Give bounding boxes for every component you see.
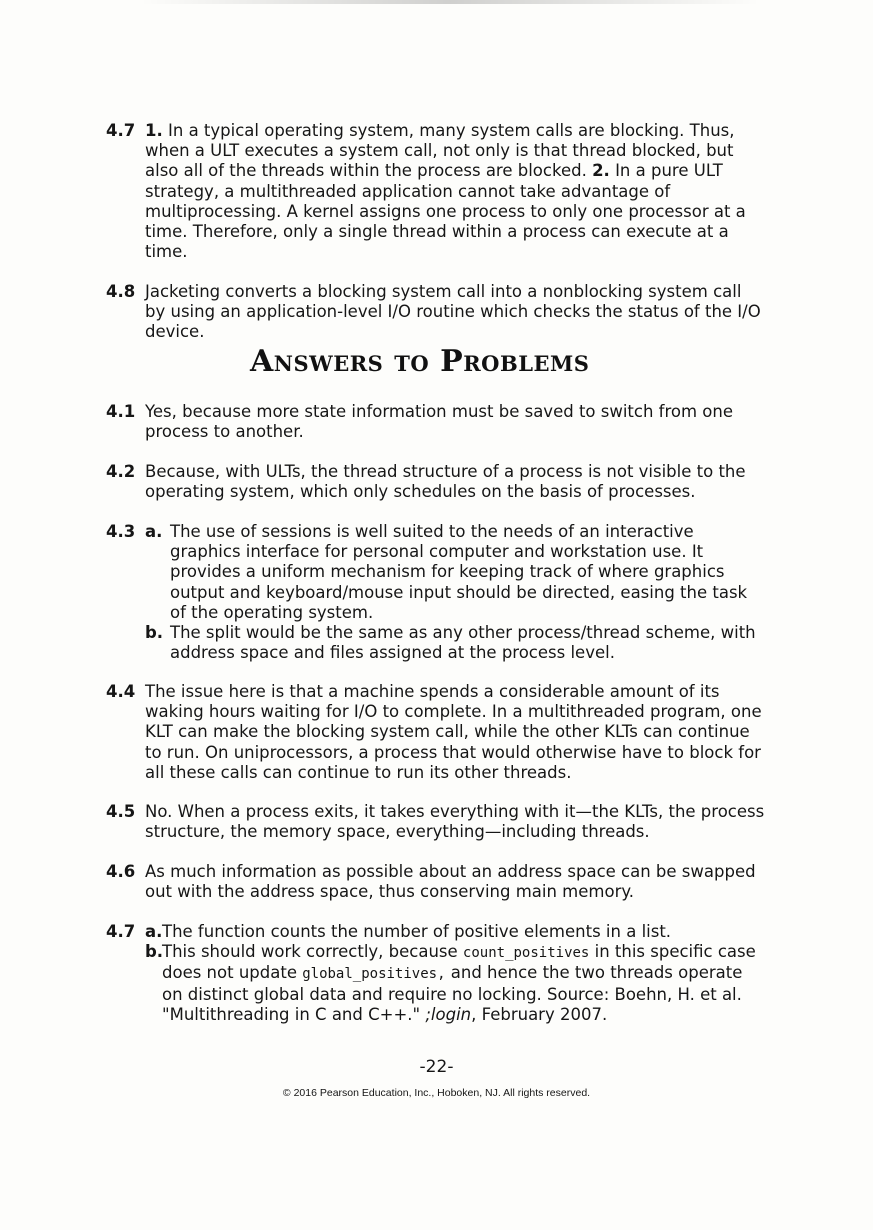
question-4-7 bbox=[106, 121, 766, 262]
problem-4-6 bbox=[106, 862, 766, 902]
page-number: -22- bbox=[419, 1057, 454, 1077]
problem-4-7 bbox=[106, 922, 766, 1025]
sub-label: a. bbox=[145, 522, 163, 541]
sub-label: a. bbox=[145, 922, 163, 941]
problem-4-4 bbox=[106, 682, 766, 783]
copyright-notice: © 2016 Pearson Education, Inc., Hoboken, NJ. All rights reserved. bbox=[282, 1087, 591, 1099]
point-label: 2. bbox=[592, 161, 610, 181]
point-label: 1. bbox=[145, 121, 163, 140]
question-answer bbox=[145, 121, 766, 262]
sub-text bbox=[162, 942, 766, 1025]
problem-number: 4.4 bbox=[106, 682, 136, 701]
problem-number: 4.5 bbox=[106, 802, 136, 821]
question-number: 4.8 bbox=[106, 282, 136, 301]
problem-answer: The issue here is that a machine spends a considerable amount of its waking hours waiting for I/O to complete. In a multithreaded program, one KLT can make the blocking system call, while the other KLTs can continue to run. On uniprocessors, a process that would otherwise have to block for all these calls can continue to run its other threads. bbox=[145, 682, 762, 782]
problem-number: 4.2 bbox=[106, 462, 136, 481]
sub-label: b. bbox=[145, 942, 164, 962]
problem-4-2 bbox=[106, 462, 766, 502]
sub-text: The use of sessions is well suited to the needs of an interactive graphics interface for personal computer and workstation use. It provides a uniform mechanism for keeping track of where graphics output and keyboard/mouse input should be directed, easing the task of the operating system. bbox=[170, 522, 748, 622]
question-4-8 bbox=[106, 282, 766, 343]
problem-number: 4.3 bbox=[106, 522, 136, 541]
text-run: , February 2007. bbox=[471, 1004, 608, 1024]
problem-answer: Because, with ULTs, the thread structure of a process is not visible to the operating system, which only schedules on the basis of processes. bbox=[145, 462, 746, 502]
text-run: in this specific case does not update bbox=[162, 942, 756, 983]
question-answer: Jacketing converts a blocking system call into a nonblocking system call by using an application-level I/O routine which checks the status of the I/O device. bbox=[145, 282, 761, 342]
problem-number: 4.1 bbox=[106, 402, 136, 421]
problem-answer bbox=[145, 922, 766, 1025]
code-global-positives: global_positives, bbox=[302, 966, 446, 983]
sub-label: b. bbox=[145, 623, 164, 643]
text-run: This should work correctly, because bbox=[162, 942, 463, 962]
problem-answer: Yes, because more state information must be saved to switch from one process to another. bbox=[145, 402, 734, 442]
question-number: 4.7 bbox=[106, 121, 136, 140]
problem-4-1 bbox=[106, 402, 766, 442]
problem-number: 4.7 bbox=[106, 922, 136, 941]
sub-text: The function counts the number of positive elements in a list. bbox=[162, 922, 672, 941]
problem-answer: As much information as possible about an address space can be swapped out with the address space, thus conserving main memory. bbox=[145, 862, 756, 902]
problem-answer bbox=[145, 522, 766, 663]
problem-number: 4.6 bbox=[106, 862, 136, 881]
code-count-positives: count_positives bbox=[462, 945, 590, 962]
point-text: In a typical operating system, many system calls are blocking. Thus, when a ULT executes a system call, not only is that thread blocked, but also all of the threads within the process are blocked. bbox=[145, 121, 735, 181]
sub-answer-a bbox=[145, 922, 766, 942]
problem-4-5 bbox=[106, 802, 766, 842]
sub-answer-b bbox=[145, 942, 766, 1025]
point-text: In a pure ULT strategy, a multithreaded application cannot take advantage of multiprocessing. A kernel assigns one process to only one processor at a time. Therefore, only a single thread within a process can execute at a time. bbox=[145, 161, 746, 262]
section-title: Answers to Problems bbox=[250, 344, 590, 379]
sub-answer-b bbox=[145, 623, 766, 663]
text-run: and hence the two threads operate on distinct global data and require no locking. Source: Boehn, H. et al. "Multithreading in C and C++." bbox=[162, 963, 743, 1024]
scan-edge-shadow bbox=[140, 0, 760, 4]
sub-text: The split would be the same as any other process/thread scheme, with address space and files assigned at the process level. bbox=[170, 623, 756, 663]
problem-answer: No. When a process exits, it takes everything with it—the KLTs, the process structure, the memory space, everything—including threads. bbox=[145, 802, 765, 842]
problem-4-3 bbox=[106, 522, 766, 663]
sub-answer-a bbox=[145, 522, 766, 623]
journal-title: ;login bbox=[425, 1004, 472, 1024]
